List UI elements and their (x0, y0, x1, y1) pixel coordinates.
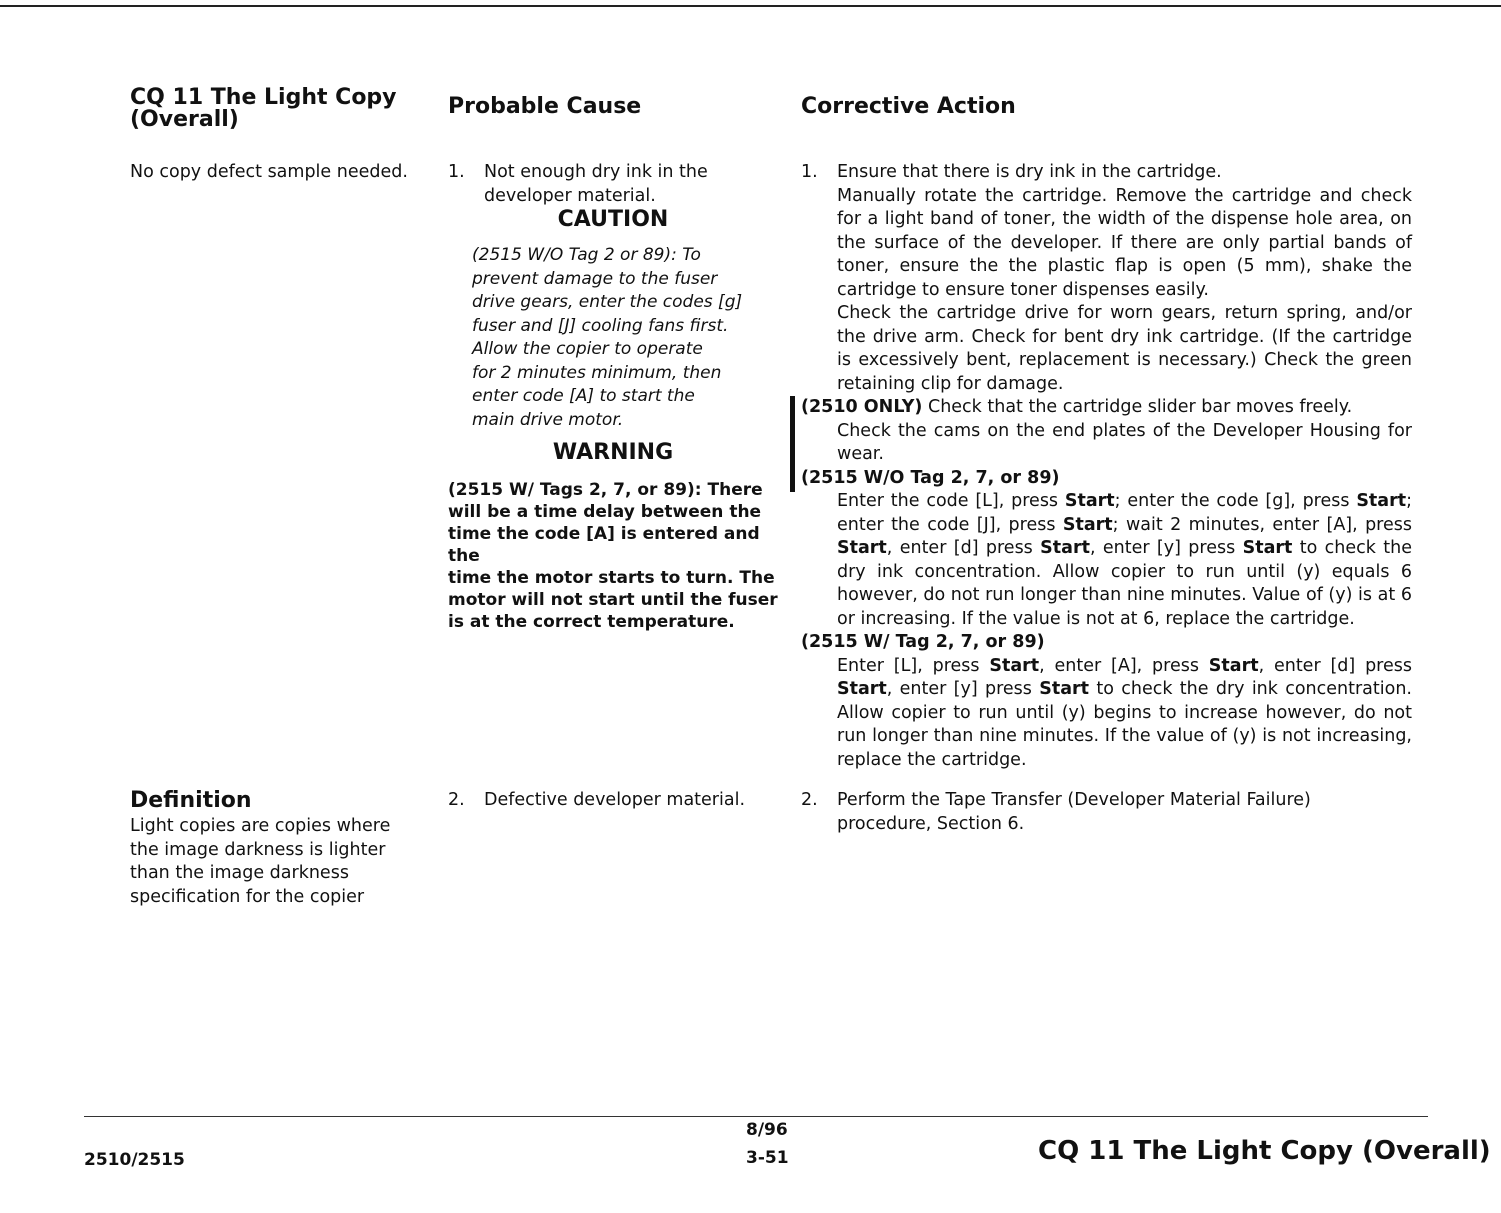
start-key: Start (837, 538, 887, 558)
definition-heading: Definition (130, 788, 252, 813)
only-2510-note (801, 396, 1412, 420)
w-text: , enter [A], press (1039, 655, 1209, 676)
caution-line: prevent damage to the fuser (472, 268, 718, 289)
w-text: , enter [d] press (1258, 655, 1412, 676)
action-item-1 (801, 161, 1412, 772)
caution-line: Allow the copier to operate (472, 339, 703, 359)
definition-text (130, 815, 390, 909)
definition-line: than the image darkness (130, 863, 349, 883)
caution-text (472, 244, 772, 432)
manual-rotate-paragraph: Manually rotate the cartridge. Remove the cartridge and check for a light band of toner, the width of the dispense hole area, on the surface of the developer. If there are only partial bands of toner, ensure the the plastic flap is open (5 mm), shake the cartridge to ensure toner dispenses easily. (837, 185, 1412, 300)
definition-line: the image darkness is lighter (130, 839, 386, 860)
cause-item-1 (448, 161, 778, 208)
definition-section (130, 788, 390, 909)
caution-line: enter code [A] to start the (472, 386, 695, 406)
cause-item-2-text: Defective developer material. (484, 790, 746, 810)
start-key: Start (1040, 538, 1090, 558)
action-item-2 (801, 789, 1412, 836)
w-text: to check the dry ink concentration. Allow copier to run until (y) begins to increase however, do not run longer than nine minutes. If the value of (y) is not increasing, replace the cartridge. (837, 679, 1412, 770)
cause-item-1-line: Not enough dry ink in the (484, 162, 708, 182)
only-2510-text: Check that the cartridge slider bar moves freely. (922, 397, 1353, 417)
top-rule (0, 5, 1501, 7)
start-key: Start (837, 679, 887, 699)
footer-title: CQ 11 The Light Copy (Overall) (1038, 1136, 1491, 1166)
wo-text: Enter the code [L], press (837, 491, 1065, 511)
wo-text: , enter [d] press (886, 538, 1041, 558)
warning-line: motor will not start until the fuser (448, 590, 778, 610)
wo-procedure (837, 490, 1412, 631)
warning-text (448, 479, 778, 633)
caution-line: fuser and [J] cooling fans first. (472, 315, 729, 336)
start-key: Start (1356, 491, 1407, 511)
wo-text: to check the dry ink concentration. Allow copier to run until (y) equals 6 however, do not run longer than nine minutes. Value of (y) is at 6 or increasing. If the value is not at 6, replace the cartridge. (837, 538, 1412, 629)
only-2510-label: (2510 ONLY) (801, 397, 923, 417)
warning-line: will be a time delay between the (448, 502, 762, 522)
footer-page-number: 3-51 (746, 1148, 789, 1168)
caution-line: for 2 minutes minimum, then (472, 362, 722, 383)
tag-wo-label: (2515 W/O Tag 2, 7, or 89) (801, 467, 1060, 488)
start-key: Start (1062, 514, 1113, 535)
cause-item-2-number: 2. (448, 790, 465, 810)
start-key: Start (1064, 491, 1115, 511)
wo-text: ; enter the code [J], press (837, 491, 1412, 535)
cams-paragraph: Check the cams on the end plates of the Developer Housing for wear. (837, 420, 1412, 464)
page-title (130, 87, 397, 131)
action-item-1-number: 1. (801, 162, 818, 182)
action-item-2-line: procedure, Section 6. (837, 813, 1025, 834)
warning-line: time the motor starts to turn. The (448, 568, 775, 588)
footer-model: 2510/2515 (84, 1150, 185, 1170)
cause-item-1-line: developer material. (484, 185, 656, 206)
no-sample-note: No copy defect sample needed. (130, 162, 408, 182)
page-title-line1: CQ 11 The Light Copy (130, 85, 397, 110)
footer-rule (84, 1116, 1428, 1117)
start-key: Start (1208, 655, 1259, 676)
probable-cause-heading: Probable Cause (448, 94, 642, 119)
wo-text: ; enter the code [g], press (1114, 491, 1357, 511)
wo-text: ; wait 2 minutes, enter [A], press (1112, 514, 1412, 535)
w-text: Enter [L], press (837, 655, 990, 676)
w-procedure (837, 655, 1412, 773)
definition-line: specification for the copier (130, 886, 365, 907)
corrective-action-heading: Corrective Action (801, 94, 1016, 119)
start-key: Start (1242, 538, 1293, 558)
warning-line: time the code [A] is entered and the (448, 524, 760, 566)
wo-text: , enter [y] press (1089, 538, 1243, 558)
revision-change-bar (790, 396, 795, 492)
start-key: Start (1039, 679, 1090, 699)
tag-w-label: (2515 W/ Tag 2, 7, or 89) (801, 632, 1045, 652)
action-item-2-line: Perform the Tape Transfer (Developer Material Failure) (837, 790, 1311, 810)
warning-heading: WARNING (552, 440, 674, 465)
page-title-line2: (Overall) (130, 107, 239, 132)
definition-line: Light copies are copies where (130, 816, 391, 836)
cartridge-drive-paragraph: Check the cartridge drive for worn gears, return spring, and/or the drive arm. Check for bent dry ink cartridge. (If the cartridge is excessively bent, replacement is necessary.) Check the green retaining clip for damage. (837, 303, 1412, 394)
caution-line: drive gears, enter the codes [g] (472, 292, 743, 312)
warning-line: (2515 W/ Tags 2, 7, or 89): There (448, 480, 763, 500)
action-item-1-lead: Ensure that there is dry ink in the cartridge. (837, 162, 1222, 182)
caution-line: main drive motor. (472, 409, 624, 430)
w-text: , enter [y] press (886, 679, 1040, 699)
cause-item-2 (448, 789, 778, 813)
cause-item-1-number: 1. (448, 162, 465, 182)
footer-date: 8/96 (746, 1120, 788, 1140)
caution-heading: CAUTION (557, 207, 669, 232)
action-item-2-number: 2. (801, 790, 818, 810)
warning-line: is at the correct temperature. (448, 612, 735, 632)
start-key: Start (989, 655, 1040, 676)
caution-line: (2515 W/O Tag 2 or 89): To (472, 245, 701, 265)
